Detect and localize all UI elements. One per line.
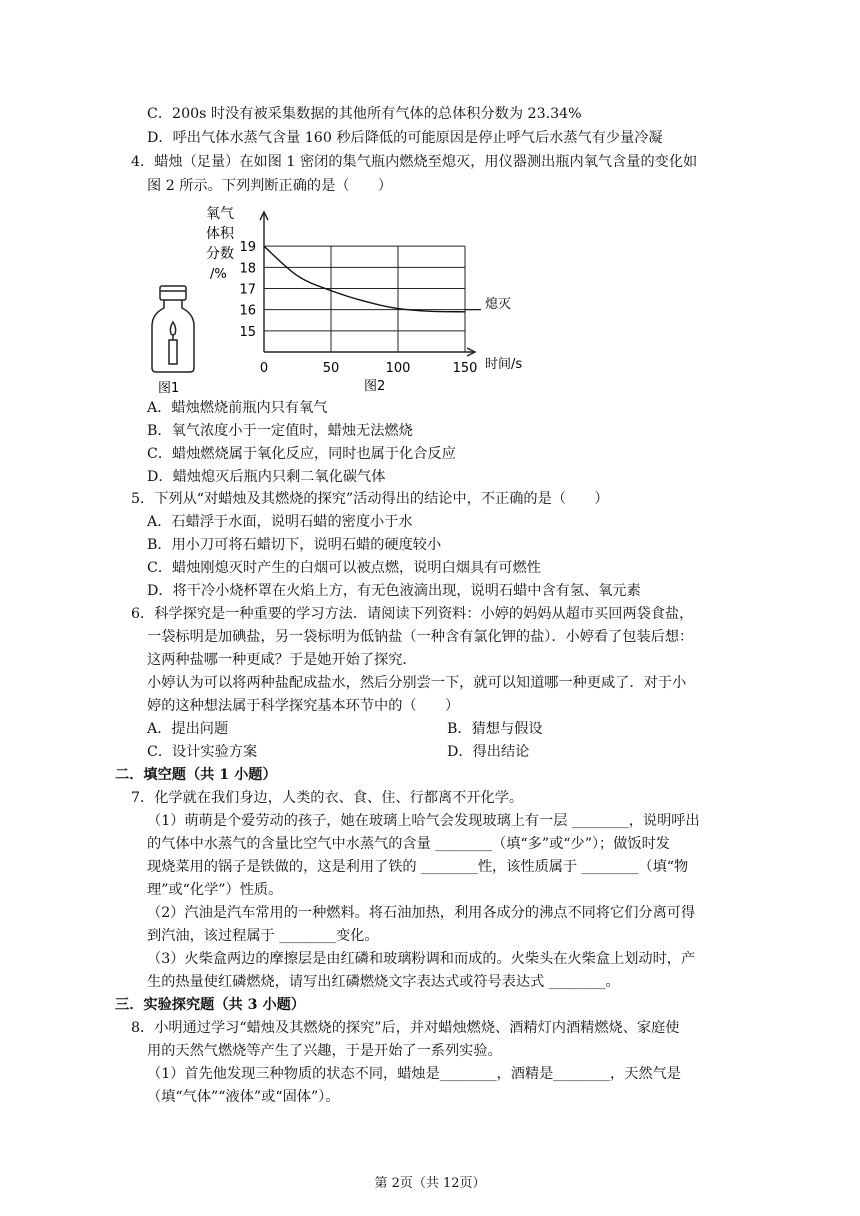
y-tick-label-19: 19 — [239, 240, 256, 256]
q6-option-c: C．设计实验方案 — [147, 744, 258, 760]
q7-line8: （3）火柴盒两边的摩擦层是由红磷和玻璃粉调和而成的。火柴头在火柴盒上划动时，产 — [147, 951, 696, 967]
q7-line3: 的气体中水蒸气的含量比空气中水蒸气的含量 ________（填“多”或“少”）；做饭时发 — [147, 836, 670, 852]
q6-option-a: A．提出问题 — [147, 721, 229, 737]
section-3-heading: 三．实验探究题（共 3 小题） — [115, 997, 306, 1013]
y-axis-label-1: 氧气 — [206, 206, 234, 222]
chart-series — [264, 246, 481, 312]
q6-line4: 小婷认为可以将两种盐配成盐水，然后分别尝一下，就可以知道哪一种更咸了．对于小 — [147, 675, 687, 691]
chart-axes — [260, 212, 475, 356]
oxygen-curve — [264, 246, 465, 312]
q6-line2: 一袋标明是加碘盐，另一袋标明为低钠盐（一种含有氯化钾的盐）．小婷看了包装后想： — [147, 629, 694, 645]
q7-line6: （2）汽油是汽车常用的一种燃料。将石油加热，利用各成分的沸点不同将它们分离可得 — [147, 905, 696, 921]
x-tick-label-0: 0 — [259, 361, 269, 376]
y-tick-label-15: 15 — [239, 324, 256, 340]
y-axis-label-2: 体积 — [206, 226, 234, 242]
q3-option-d: D．呼出气体水蒸气含量 160 秒后降低的可能原因是停止呼气后水蒸气有少量冷凝 — [147, 130, 663, 146]
q7-line4: 现烧菜用的锅子是铁做的，这是利用了铁的 ________性，该性质属于 ________（填“物 — [147, 859, 689, 875]
q8-line1: 8．小明通过学习“蜡烛及其燃烧的探究”后，并对蜡烛燃烧、酒精灯内酒精燃烧、家庭使 — [131, 1020, 680, 1036]
q4-option-b: B．氧气浓度小于一定值时，蜡烛无法燃烧 — [147, 423, 413, 439]
q6-line5: 婷的这种想法属于科学探究基本环节中的（ ） — [147, 698, 460, 714]
q7-line1: 7．化学就在我们身边，人类的衣、食、住、行都离不开化学。 — [131, 790, 524, 806]
q7-line5: 理”或“化学”）性质。 — [147, 882, 283, 898]
x-axis-label: 时间/s — [485, 357, 523, 372]
x-tick-label-100: 100 — [385, 361, 411, 376]
q5-stem: 5．下列从“对蜡烛及其燃烧的探究”活动得出的结论中，不正确的是（ ） — [131, 491, 609, 507]
chart-tick-labels — [239, 240, 477, 376]
q5-option-d: D．将干冷小烧杯罩在火焰上方，有无色液滴出现，说明石蜡中含有氢、氧元素 — [147, 583, 641, 599]
q6-option-d: D．得出结论 — [447, 744, 530, 760]
chart-grid — [264, 246, 465, 352]
q5-option-a: A．石蜡浮于水面，说明石蜡的密度小于水 — [147, 514, 413, 530]
q4-stem-line1: 4．蜡烛（足量）在如图 1 密闭的集气瓶内燃烧至熄灭，用仪器测出瓶内氧气含量的变化如 — [131, 154, 698, 170]
q4-stem-line2: 图 2 所示。下列判断正确的是（ ） — [147, 178, 393, 194]
x-tick-label-50: 50 — [322, 361, 340, 376]
y-axis-label-4: /% — [210, 267, 227, 282]
q7-line7: 到汽油，该过程属于 ________变化。 — [147, 928, 379, 944]
q7-line9: 生的热量使红磷燃烧，请写出红磷燃烧文字表达式或符号表达式 ________。 — [147, 974, 620, 990]
q6-option-b: B．猜想与假设 — [447, 721, 543, 737]
q4-option-d: D．蜡烛熄灭后瓶内只剩二氧化碳气体 — [147, 469, 386, 485]
q5-option-b: B．用小刀可将石蜡切下，说明石蜡的硬度较小 — [147, 537, 442, 553]
q4-figure — [140, 200, 560, 398]
q4-option-a: A．蜡烛燃烧前瓶内只有氧气 — [147, 400, 328, 416]
q8-line2: 用的天然气燃烧等产生了兴趣，于是开始了一系列实验。 — [147, 1043, 502, 1059]
q6-line3: 这两种盐哪一种更咸？于是她开始了探究． — [147, 652, 417, 668]
section-2-heading: 二．填空题（共 1 小题） — [115, 767, 277, 783]
q3-option-c: C．200s 时没有被采集数据的其他所有气体的总体积分数为 23.34% — [147, 106, 582, 122]
fig2-label: 图2 — [364, 379, 386, 394]
q6-line1: 6．科学探究是一种重要的学习方法．请阅读下列资料：小婷的妈妈从超市买回两袋食盐， — [131, 606, 694, 622]
y-tick-label-17: 17 — [239, 282, 256, 298]
q8-line3: （1）首先他发现三种物质的状态不同，蜡烛是________，酒精是________，天然气是 — [147, 1066, 681, 1082]
q5-option-c: C．蜡烛刚熄灭时产生的白烟可以被点燃，说明白烟具有可燃性 — [147, 560, 541, 576]
y-tick-label-18: 18 — [239, 261, 256, 277]
jar-illustration — [152, 286, 194, 372]
q7-line2: （1）萌萌是个爱劳动的孩子，她在玻璃上哈气会发现玻璃上有一层 ________，说明呼出 — [147, 813, 700, 829]
x-tick-label-150: 150 — [452, 361, 478, 376]
annotation-label: 熄灭 — [485, 297, 512, 312]
q4-option-c: C．蜡烛燃烧属于氧化反应，同时也属于化合反应 — [147, 446, 456, 462]
y-axis-label-3: 分数 — [206, 246, 234, 262]
fig1-label: 图1 — [158, 381, 180, 396]
y-tick-label-16: 16 — [239, 303, 256, 319]
page-footer: 第 2页（共 12页） — [374, 1176, 486, 1191]
q8-line4: （填“气体”“液体”或“固体”）。 — [147, 1089, 340, 1105]
